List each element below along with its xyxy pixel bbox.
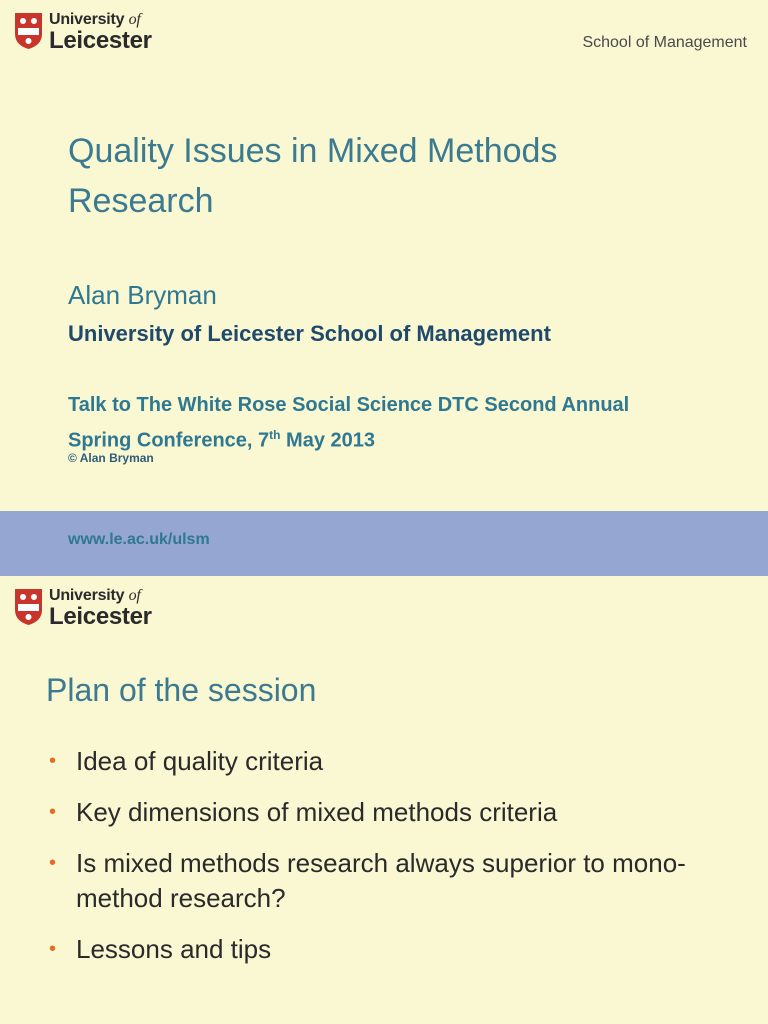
bullet-text: Idea of quality criteria (76, 746, 324, 776)
footer-band (0, 511, 768, 576)
bullet-list (46, 744, 736, 983)
title-line-2: Research (68, 182, 214, 220)
bullet-item (46, 932, 736, 967)
talk-line-1: Talk to The White Rose Social Science DTC Second Annual (68, 394, 630, 416)
crest-icon (14, 588, 43, 626)
plan-title: Plan of the session (46, 672, 317, 708)
copyright-notice: © Alan Bryman (68, 451, 154, 465)
bullet-icon: • (49, 852, 57, 874)
plan-slide (0, 576, 768, 1024)
bullet-item (46, 846, 736, 916)
logo-university: University (49, 11, 125, 28)
website-link[interactable]: www.le.ac.uk/ulsm (68, 531, 210, 548)
talk-sup: th (269, 428, 281, 442)
logo-leicester: Leicester (49, 603, 152, 630)
logo-leicester: Leicester (49, 27, 152, 54)
bullet-item (46, 744, 736, 779)
bullet-icon: • (49, 801, 57, 823)
logo-of: of (128, 11, 141, 28)
university-logo (14, 12, 152, 53)
talk-line-2 (68, 420, 728, 456)
logo-university: University (49, 587, 125, 604)
logo-of: of (128, 587, 141, 604)
talk-line-2-post: May 2013 (280, 429, 375, 452)
talk-line-2-pre: Spring Conference, 7 (68, 429, 270, 452)
bullet-item (46, 795, 736, 830)
bullet-text: Key dimensions of mixed methods criteria (76, 797, 558, 827)
university-logo (14, 588, 152, 629)
author-name: Alan Bryman (68, 280, 217, 310)
bullet-text: Is mixed methods research always superior to mono-method research? (76, 848, 686, 913)
bullet-icon: • (49, 750, 57, 772)
bullet-icon: • (49, 938, 57, 960)
author-affiliation: University of Leicester School of Management (68, 321, 551, 346)
school-label: School of Management (582, 34, 747, 51)
title-line-1: Quality Issues in Mixed Methods (68, 132, 558, 170)
talk-info (68, 390, 728, 456)
crest-icon (14, 12, 43, 50)
bullet-text: Lessons and tips (76, 934, 272, 964)
slide-title (68, 126, 708, 226)
